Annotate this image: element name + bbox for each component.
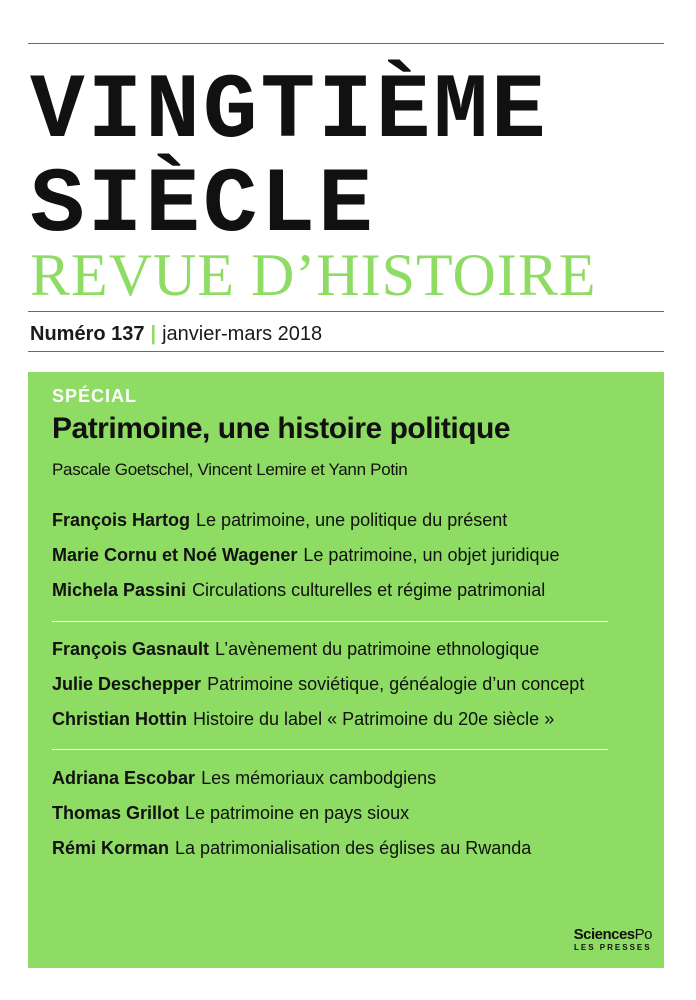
article-title: Patrimoine soviétique, généalogie d’un concept (207, 674, 585, 694)
article-author: Adriana Escobar (52, 768, 196, 788)
article-author: Christian Hottin (52, 709, 187, 729)
journal-title-line1: VINGTIÈME (30, 59, 549, 164)
issue-number: Numéro 137 (30, 323, 145, 345)
article-author: François Hartog (52, 510, 191, 530)
article-title: La patrimonialisation des églises au Rwanda (175, 838, 532, 858)
journal-title-line2: SIÈCLE (30, 153, 376, 258)
publisher-sub: LES PRESSES (574, 943, 652, 952)
article-entry (52, 580, 545, 601)
issue-bottom-rule (28, 351, 664, 352)
article-author: Rémi Korman (52, 838, 170, 858)
article-author: Julie Deschepper (52, 674, 202, 694)
article-entry (52, 639, 539, 660)
issue-info (30, 323, 322, 346)
article-entry (52, 674, 584, 695)
section-divider (52, 621, 608, 622)
publisher-brand (574, 926, 652, 943)
special-theme-title: Patrimoine, une histoire politique (52, 412, 511, 445)
issue-top-rule (28, 311, 664, 312)
article-entry (52, 709, 554, 730)
article-entry (52, 768, 436, 789)
article-title: Les mémoriaux cambodgiens (201, 768, 437, 788)
journal-subtitle: REVUE D’HISTOIRE (30, 242, 597, 308)
publisher-brand-bold: Sciences (573, 926, 635, 943)
article-author: Michela Passini (52, 580, 187, 600)
article-title: Le patrimoine, un objet juridique (303, 545, 560, 565)
special-editors: Pascale Goetschel, Vincent Lemire et Yann Potin (52, 460, 408, 479)
top-rule (28, 43, 664, 44)
article-title: L’avènement du patrimoine ethnologique (215, 639, 540, 659)
article-title: Histoire du label « Patrimoine du 20e siècle » (193, 709, 555, 729)
article-title: Le patrimoine en pays sioux (185, 803, 410, 823)
section-divider (52, 749, 608, 750)
article-title: Le patrimoine, une politique du présent (196, 510, 508, 530)
article-author: Marie Cornu et Noé Wagener (52, 545, 298, 565)
article-author: François Gasnault (52, 639, 210, 659)
issue-separator: | (150, 323, 157, 345)
publisher-logo (574, 926, 652, 952)
special-label: SPÉCIAL (52, 386, 138, 406)
article-author: Thomas Grillot (52, 803, 180, 823)
article-entry (52, 803, 409, 824)
article-entry (52, 510, 507, 531)
article-entry (52, 545, 560, 566)
article-entry (52, 838, 531, 859)
contents-panel (28, 372, 664, 968)
publisher-brand-regular: Po (634, 926, 652, 943)
issue-date: janvier-mars 2018 (162, 323, 323, 345)
article-title: Circulations culturelles et régime patrimonial (192, 580, 546, 600)
